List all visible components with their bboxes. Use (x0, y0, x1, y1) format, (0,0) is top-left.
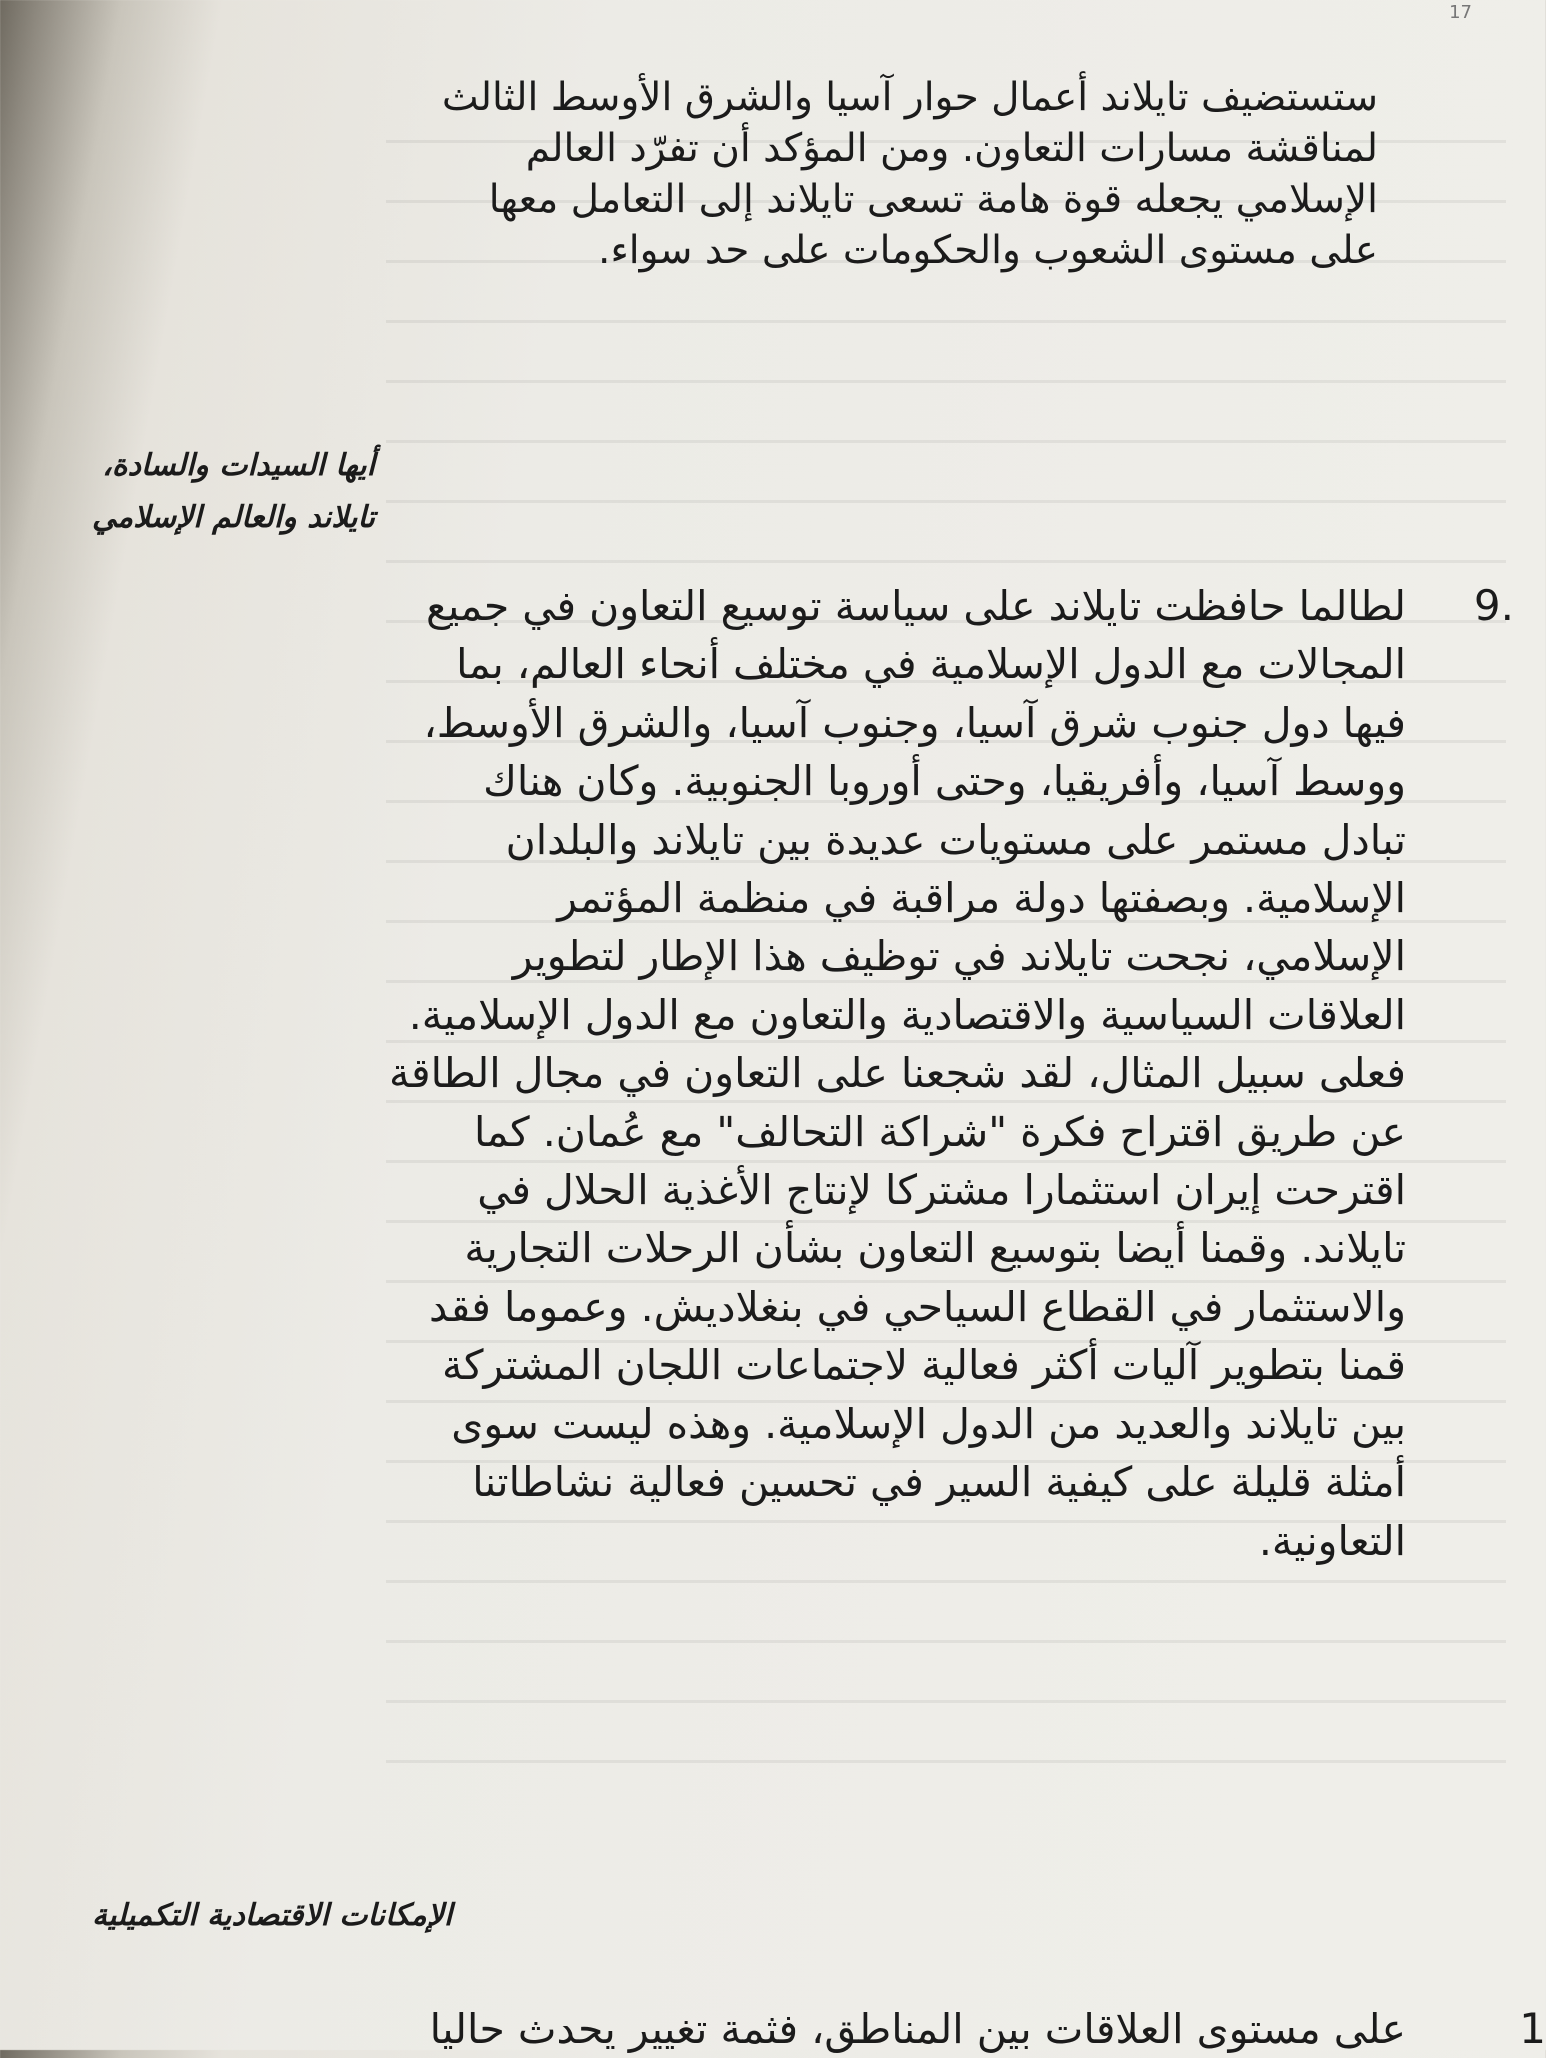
text-line: على مستوى الشعوب والحكومات على حد سواء. (598, 228, 1378, 273)
text-line: الإسلامي يجعله قوة هامة تسعى تايلاند إلى التعامل معها (488, 177, 1378, 222)
text-line: ووسط آسيا، وأفريقيا، وحتى أوروبا الجنوبية. وكان هناك (483, 757, 1406, 806)
paragraph-9 (389, 577, 1406, 1570)
text-line: عن طريق اقتراح فكرة "شراكة التحالف" مع عُمان. كما (473, 1107, 1406, 1156)
text-line: لطالما حافظت تايلاند على سياسة توسيع التعاون في جميع (426, 582, 1406, 630)
text-line: ستستضيف تايلاند أعمال حوار آسيا والشرق الأوسط الثالث (441, 75, 1378, 120)
text-line: التعاونية. (1258, 1516, 1406, 1565)
heading-line-greeting: أيها السيدات والسادة، (102, 448, 375, 483)
text-line: أمثلة قليلة على كيفية السير في تحسين فعالية نشاطاتنا (472, 1458, 1406, 1507)
text-line: الإسلامية. وبصفتها دولة مراقبة في منظمة المؤتمر (557, 874, 1406, 923)
text-line: تايلاند. وقمنا أيضا بتوسيع التعاون بشأن الرحلات التجارية (464, 1224, 1406, 1273)
text-line: لمناقشة مسارات التعاون. ومن المؤكد أن تفرّد العالم (525, 126, 1378, 171)
text-line: فعلى سبيل المثال، لقد شجعنا على التعاون في مجال الطاقة (389, 1049, 1406, 1098)
paragraph-number-9: 9. (1473, 581, 1514, 630)
section-heading-ladies (92, 440, 375, 544)
text-line: المجالات مع الدول الإسلامية في مختلف أنحاء العالم، بما (456, 640, 1406, 689)
text-line: فيها دول جنوب شرق آسيا، وجنوب آسيا، والشرق الأوسط، (423, 698, 1406, 747)
text-line: والاستثمار في القطاع السياحي في بنغلاديش. وعموما فقد (429, 1282, 1406, 1331)
text-line: قمنا بتطوير آليات أكثر فعالية لاجتماعات اللجان المشتركة (441, 1341, 1406, 1390)
text-line: تبادل مستمر على مستويات عديدة بين تايلاند والبلدان (505, 815, 1406, 864)
text-line: العلاقات السياسية والاقتصادية والتعاون مع الدول الإسلامية. (408, 990, 1406, 1039)
page-number: 17 (1449, 2, 1472, 23)
text-line: اقترحت إيران استثمارا مشتركا لإنتاج الأغذية الحلال في (477, 1166, 1406, 1215)
section-heading-economic-potential: الإمكانات الاقتصادية التكميلية (92, 1898, 453, 1933)
intro-paragraph (442, 72, 1378, 276)
text-line: الإسلامي، نجحت تايلاند في توظيف هذا الإطار لتطوير (512, 932, 1406, 981)
text-line: على مستوى العلاقات بين المناطق، فثمة تغيير يحدث حاليا (429, 2005, 1406, 2053)
paragraph-10 (430, 2000, 1406, 2058)
paragraph-number-10: 1 (1519, 2004, 1546, 2053)
text-line: بين تايلاند والعديد من الدول الإسلامية. وهذه ليست سوى (451, 1399, 1406, 1448)
heading-line-thailand-islamic-world: تايلاند والعالم الإسلامي (92, 500, 375, 535)
